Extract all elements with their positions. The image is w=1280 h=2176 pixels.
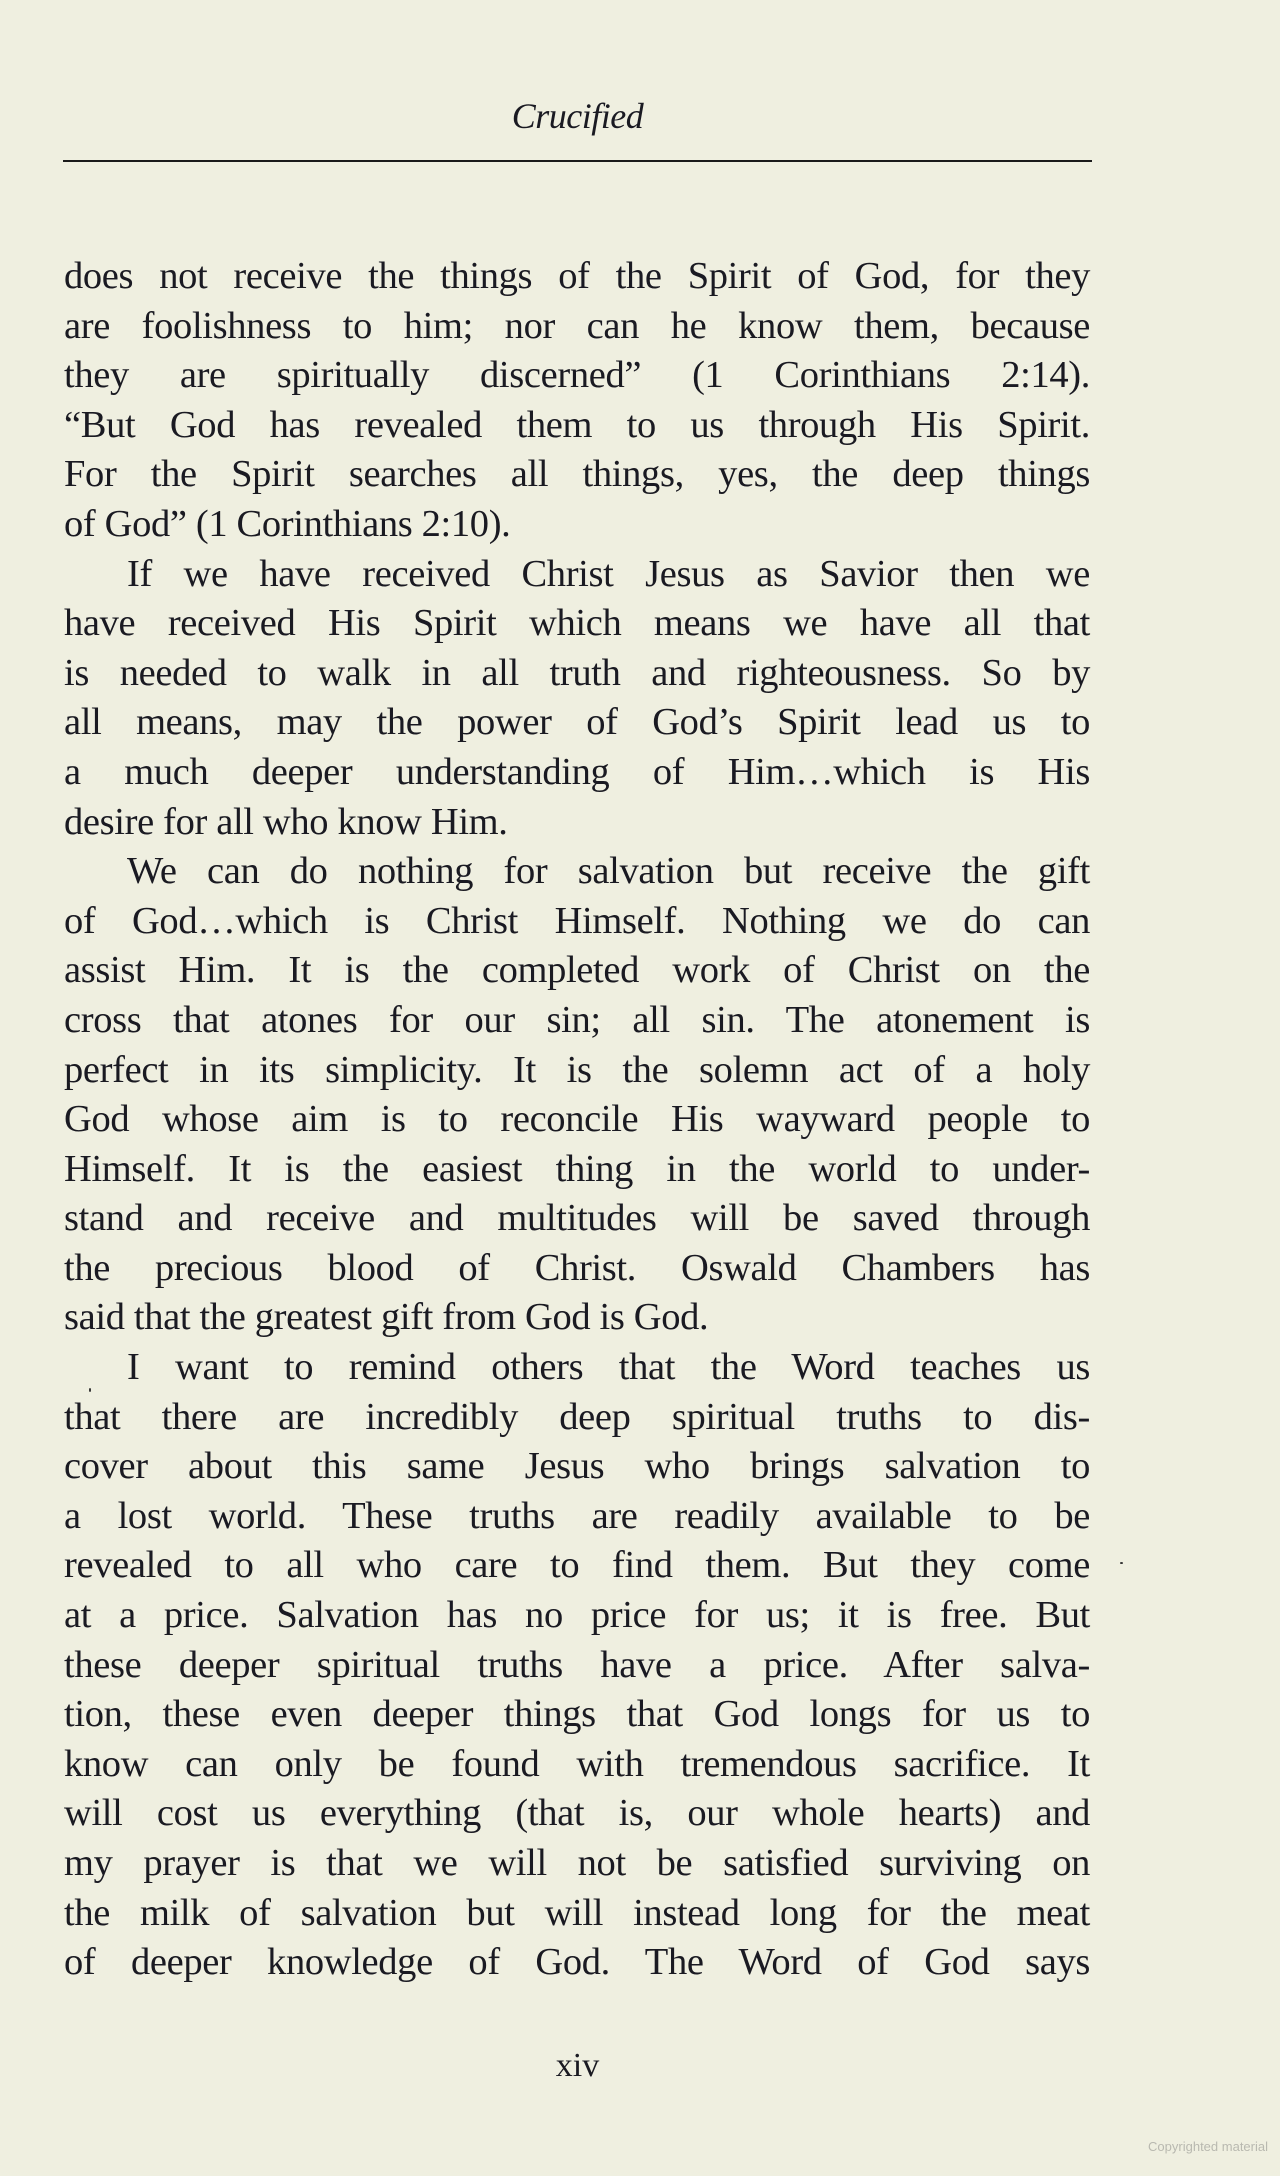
text-line: at a price. Salvation has no price for us; it is free. But	[64, 1594, 1090, 1637]
text-line: the precious blood of Christ. Oswald Chambers has	[64, 1246, 1090, 1289]
body-text	[64, 252, 1090, 1988]
text-line: “But God has revealed them to us through His Spirit.	[64, 403, 1090, 446]
text-line: all means, may the power of God’s Spirit lead us to	[64, 701, 1090, 744]
text-line: desire for all who know Him.	[64, 800, 508, 843]
text-line: is needed to walk in all truth and righteousness. So by	[64, 651, 1090, 694]
text-line: a lost world. These truths are readily available to be	[64, 1494, 1090, 1537]
paragraph	[64, 550, 1090, 848]
text-line: of God…which is Christ Himself. Nothing we do can	[64, 899, 1090, 942]
text-line: cover about this same Jesus who brings salvation to	[64, 1445, 1090, 1488]
text-line: Himself. It is the easiest thing in the world to under-	[64, 1147, 1090, 1190]
scan-speck	[89, 1388, 91, 1392]
text-line: does not receive the things of the Spirit of God, for they	[64, 255, 1090, 297]
text-line: If we have received Christ Jesus as Savior then we	[127, 552, 1090, 595]
text-line: are foolishness to him; nor can he know them, because	[64, 304, 1090, 347]
text-line: a much deeper understanding of Him…which is His	[64, 750, 1090, 793]
text-line: God whose aim is to reconcile His wayward people to	[64, 1098, 1090, 1141]
copyright-watermark: Copyrighted material	[1148, 2139, 1268, 2154]
text-line: they are spiritually discerned” (1 Corinthians 2:14).	[64, 354, 1090, 397]
text-line: We can do nothing for salvation but receive the gift	[127, 850, 1090, 893]
paragraph	[64, 1343, 1090, 1988]
paragraph	[64, 847, 1090, 1343]
scan-speck	[1120, 1562, 1123, 1564]
text-line: cross that atones for our sin; all sin. The atonement is	[64, 998, 1090, 1041]
running-head: Crucified	[511, 96, 644, 136]
text-line: assist Him. It is the completed work of Christ on the	[64, 949, 1090, 992]
text-line: tion, these even deeper things that God longs for us to	[64, 1693, 1090, 1736]
text-line: will cost us everything (that is, our whole hearts) and	[64, 1792, 1090, 1835]
header-rule-divider	[63, 160, 1092, 162]
text-line: I want to remind others that the Word teaches us	[127, 1346, 1090, 1389]
page-number: xiv	[555, 2047, 600, 2084]
text-line: of God” (1 Corinthians 2:10).	[64, 502, 511, 545]
text-line: of deeper knowledge of God. The Word of God says	[64, 1941, 1090, 1984]
text-line: For the Spirit searches all things, yes, the deep things	[64, 453, 1090, 496]
text-line: perfect in its simplicity. It is the solemn act of a holy	[64, 1048, 1090, 1091]
text-line: the milk of salvation but will instead long for the meat	[64, 1891, 1090, 1934]
text-line: know can only be found with tremendous sacrifice. It	[64, 1742, 1090, 1785]
paragraph	[64, 252, 1090, 550]
text-line: that there are incredibly deep spiritual truths to dis-	[64, 1395, 1090, 1438]
text-line: said that the greatest gift from God is God.	[64, 1296, 709, 1339]
text-line: stand and receive and multitudes will be saved through	[64, 1197, 1090, 1240]
text-line: my prayer is that we will not be satisfied surviving on	[64, 1842, 1090, 1884]
text-line: have received His Spirit which means we have all that	[64, 602, 1090, 645]
text-line: these deeper spiritual truths have a price. After salva-	[64, 1643, 1090, 1686]
text-line: revealed to all who care to find them. But they come	[64, 1544, 1090, 1587]
